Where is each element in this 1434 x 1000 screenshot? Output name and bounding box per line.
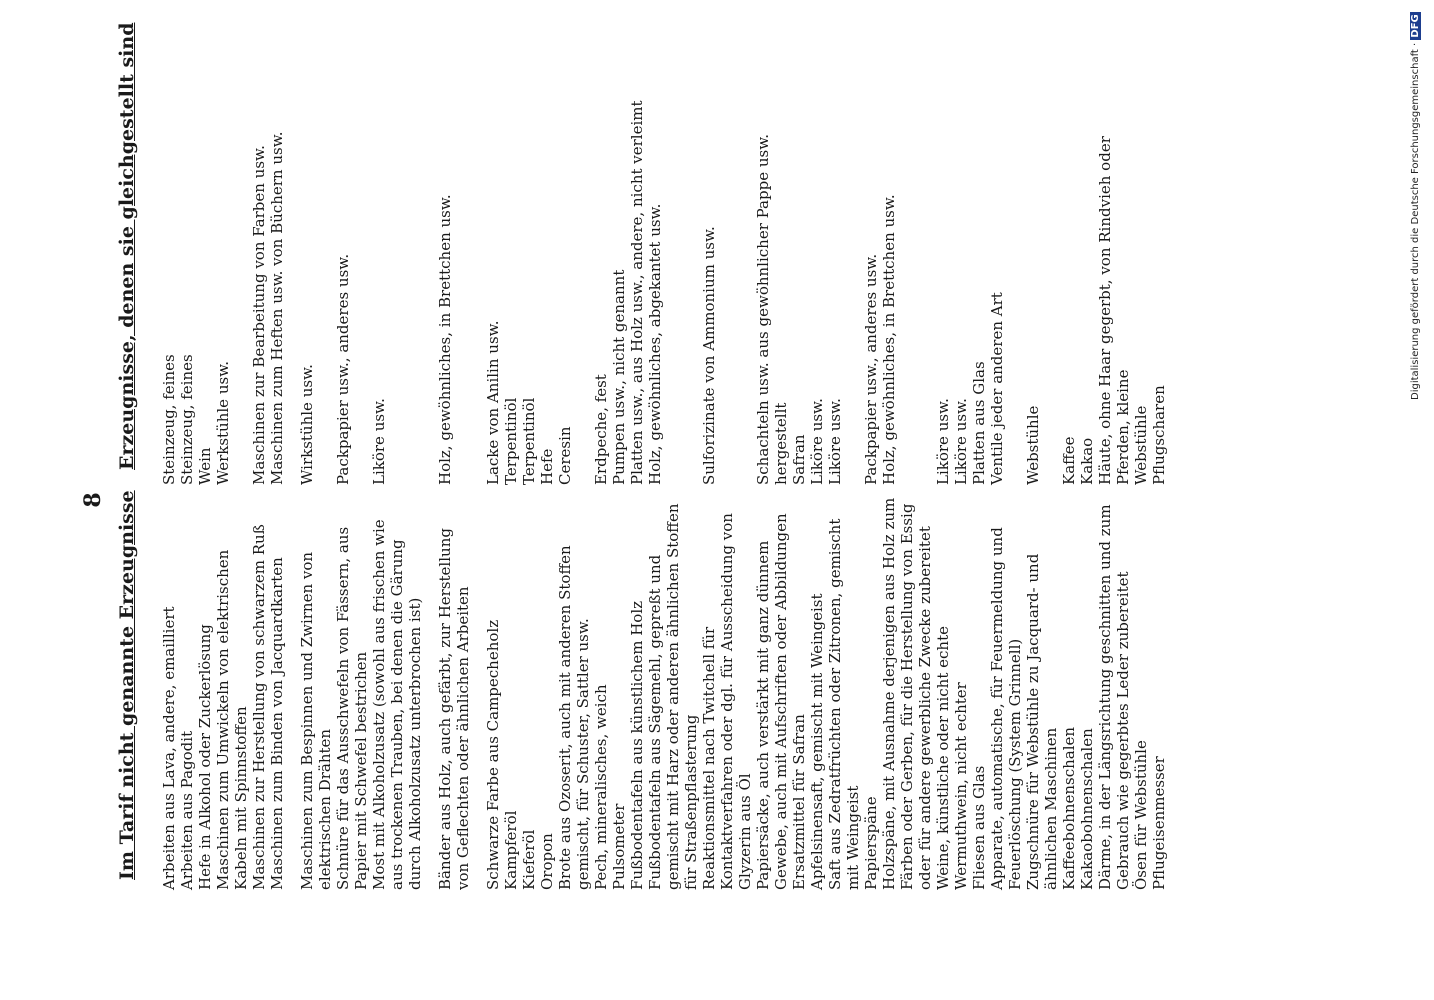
equivalent-product: Steinzeug, feines	[178, 354, 196, 485]
product-name: Papierspäne	[862, 796, 880, 890]
table-row	[160, 100, 178, 890]
product-name: Kampferöl	[502, 810, 520, 890]
table-row	[1132, 100, 1150, 890]
equivalent-product: Maschinen zum Heften usw. von Büchern usw.	[268, 131, 286, 485]
dfg-logo: DFG	[1410, 14, 1421, 38]
equivalent-product: Terpentinöl	[520, 397, 538, 485]
table-row	[862, 100, 880, 890]
table-row	[988, 100, 1024, 890]
product-name: Schnüre für das Ausschwefeln von Fässern, aus Papier mit Schwefel bestrichen	[334, 526, 370, 890]
product-name: Kieferöl	[520, 829, 538, 890]
watermark-text: Digitalisierung gefördert durch die Deutsche Forschungsgemeinschaft	[1410, 49, 1421, 400]
table-row	[250, 100, 268, 890]
product-name: Ösen für Webstühle	[1132, 740, 1150, 890]
equivalent-product: Werkstühle usw.	[214, 360, 232, 485]
equivalent-product: Hefe	[538, 448, 556, 485]
table-row	[610, 100, 628, 890]
product-name: Maschinen zum Bespinnen und Zwirnen von elektrischen Drähten	[298, 551, 334, 890]
table-row	[1150, 100, 1168, 890]
equivalent-product: Holz, gewöhnliches, in Brettchen usw.	[436, 194, 454, 485]
document-page	[80, 22, 1280, 910]
table-row	[334, 100, 370, 890]
equivalent-product: Safran	[790, 434, 808, 485]
equivalent-product: Liköre usw.	[808, 398, 826, 485]
table-row	[1096, 100, 1132, 890]
equivalent-product: Lacke von Anilin usw.	[484, 320, 502, 485]
table-row	[484, 100, 502, 890]
product-name: Fliesen aus Glas	[970, 765, 988, 890]
product-name: Ersatzmittel für Safran	[790, 714, 808, 890]
product-name: Holzspäne, mit Ausnahme derjenigen aus Holz zum Färben oder Gerben, für die Herstellung von Essig oder für andere gewerbliche Zwecke zubereitet	[880, 497, 934, 890]
table-row	[502, 100, 520, 890]
equivalent-product: Häute, ohne Haar gegerbt, von Rindvieh oder Pferden, kleine	[1096, 136, 1132, 485]
table-row	[214, 100, 250, 890]
table-row	[754, 100, 790, 890]
product-name: Pech, mineralisches, weich	[592, 684, 610, 890]
equivalent-product: Pflugscharen	[1150, 385, 1168, 485]
product-name: Oropon	[538, 833, 556, 890]
product-name: Pflugeisenmesser	[1150, 756, 1168, 890]
table-row	[556, 100, 592, 890]
row-gap	[286, 100, 298, 890]
product-name: Fußbodentafeln aus Sägemehl, gepreßt und gemischt mit Harz oder anderen ähnlichen Stoffen für Straßenpflasterung	[646, 503, 700, 890]
equivalent-product: Erdpeche, fest	[592, 374, 610, 485]
equivalent-product: Webstühle	[1024, 405, 1042, 485]
product-name: Kakaobohnenschalen	[1078, 728, 1096, 890]
equivalent-product: Wein	[196, 447, 214, 485]
table-row	[952, 100, 970, 890]
equivalent-product: Platten usw., aus Holz usw., andere, nicht verleimt	[628, 100, 646, 485]
right-column-header: Erzeugnisse, denen sie gleichgestellt sind	[116, 22, 138, 470]
table-row	[826, 100, 862, 890]
equivalent-product: Packpapier usw., anderes usw.	[334, 253, 352, 485]
product-name: Kaffeebohnenschalen	[1060, 726, 1078, 890]
product-name: Hefe in Alkohol oder Zuckerlösung	[196, 624, 214, 890]
product-name: Apfelsinensaft, gemischt mit Weingeist	[808, 593, 826, 890]
table-row	[700, 100, 754, 890]
product-name: Bänder aus Holz, auch gefärbt, zur Herstellung von Geflechten oder ähnlichen Arbeiten	[436, 528, 472, 890]
product-name: Weine, künstliche oder nicht echte	[934, 626, 952, 890]
equivalent-product: Liköre usw.	[934, 398, 952, 485]
product-name: Fußbodentafeln aus künstlichem Holz	[628, 600, 646, 890]
product-name: Most mit Alkoholzusatz (sowohl aus frischen wie aus trockenen Trauben, bei denen die Gärung durch Alkoholzusatz unterbrochen ist)	[370, 519, 424, 890]
product-name: Maschinen zum Binden von Jacquardkarten	[268, 557, 286, 890]
equivalent-product: Holz, gewöhnliches, abgekantet usw.	[646, 203, 664, 485]
product-name: Schwarze Farbe aus Campecheholz	[484, 619, 502, 890]
equivalent-product: Holz, gewöhnliches, in Brettchen usw.	[880, 194, 898, 485]
row-gap	[424, 100, 436, 890]
equivalent-product: Maschinen zur Bearbeitung von Farben usw.	[250, 145, 268, 485]
equivalent-product: Sulforizinate von Ammonium usw.	[700, 226, 718, 485]
equivalent-product: Kakao	[1078, 437, 1096, 485]
equivalent-product: Schachteln usw. aus gewöhnlicher Pappe usw. hergestellt	[754, 133, 790, 485]
equivalent-product: Liköre usw.	[370, 398, 388, 485]
tariff-table	[160, 100, 1168, 890]
equivalent-product: Webstühle	[1132, 405, 1150, 485]
table-row	[646, 100, 700, 890]
product-name: Arbeiten aus Pagodit	[178, 730, 196, 890]
product-name: Därme, in der Längsrichtung geschnitten und zum Gebrauch wie gegerbtes Leder zubereitet	[1096, 504, 1132, 890]
equivalent-product: Kaffee	[1060, 436, 1078, 485]
product-name: Maschinen zur Herstellung von schwarzem Ruß	[250, 524, 268, 890]
table-row	[1024, 100, 1060, 890]
equivalent-product: Ventile jeder anderen Art	[988, 292, 1006, 485]
table-row	[538, 100, 556, 890]
equivalent-product: Packpapier usw., anderes usw.	[862, 253, 880, 485]
table-row	[196, 100, 214, 890]
table-row	[808, 100, 826, 890]
dfg-watermark: Digitalisierung gefördert durch die Deutsche Forschungsgemeinschaft · DFG	[1410, 14, 1421, 400]
page-number: 8	[80, 492, 106, 508]
table-row	[592, 100, 610, 890]
equivalent-product: Ceresin	[556, 426, 574, 485]
table-row	[520, 100, 538, 890]
product-name: Papiersäcke, auch verstärkt mit ganz dünnem Gewebe, auch mit Aufschriften oder Abbildungen	[754, 513, 790, 890]
row-gap	[472, 100, 484, 890]
product-name: Pulsometer	[610, 803, 628, 890]
product-name: Apparate, automatische, für Feuermeldung und Feuerlöschung (System Grinnell)	[988, 527, 1024, 890]
table-row	[934, 100, 952, 890]
table-row	[178, 100, 196, 890]
table-row	[970, 100, 988, 890]
equivalent-product: Liköre usw.	[826, 398, 844, 485]
left-column-header: Im Tarif nicht genannte Erzeugnisse	[116, 490, 138, 880]
table-row	[1078, 100, 1096, 890]
table-row	[790, 100, 808, 890]
table-row	[436, 100, 472, 890]
product-name: Maschinen zum Umwickeln von elektrischen Kabeln mit Spinnstoffen	[214, 549, 250, 890]
product-name: Arbeiten aus Lava, andere, emailliert	[160, 606, 178, 890]
equivalent-product: Pumpen usw., nicht genannt	[610, 269, 628, 485]
table-row	[268, 100, 286, 890]
table-row	[298, 100, 334, 890]
product-name: Wermuthwein, nicht echter	[952, 682, 970, 890]
equivalent-product: Platten aus Glas	[970, 361, 988, 485]
product-name: Zugschnüre für Webstühle zu Jacquard- und ähnlichen Maschinen	[1024, 553, 1060, 890]
equivalent-product: Terpentinöl	[502, 397, 520, 485]
table-row	[370, 100, 424, 890]
product-name: Saft aus Zedratfrüchten oder Zitronen, gemischt mit Weingeist	[826, 518, 862, 890]
table-row	[628, 100, 646, 890]
product-name: Brote aus Ozoserit, auch mit anderen Stoffen gemischt, für Schuster, Sattler usw.	[556, 545, 592, 890]
product-name: Reaktionsmittel nach Twitchell für Kontaktverfahren oder dgl. für Ausscheidung von Glyzerin aus Öl	[700, 513, 754, 890]
table-row	[880, 100, 934, 890]
equivalent-product: Liköre usw.	[952, 398, 970, 485]
equivalent-product: Wirkstühle usw.	[298, 364, 316, 485]
table-row	[1060, 100, 1078, 890]
equivalent-product: Steinzeug, feines	[160, 354, 178, 485]
